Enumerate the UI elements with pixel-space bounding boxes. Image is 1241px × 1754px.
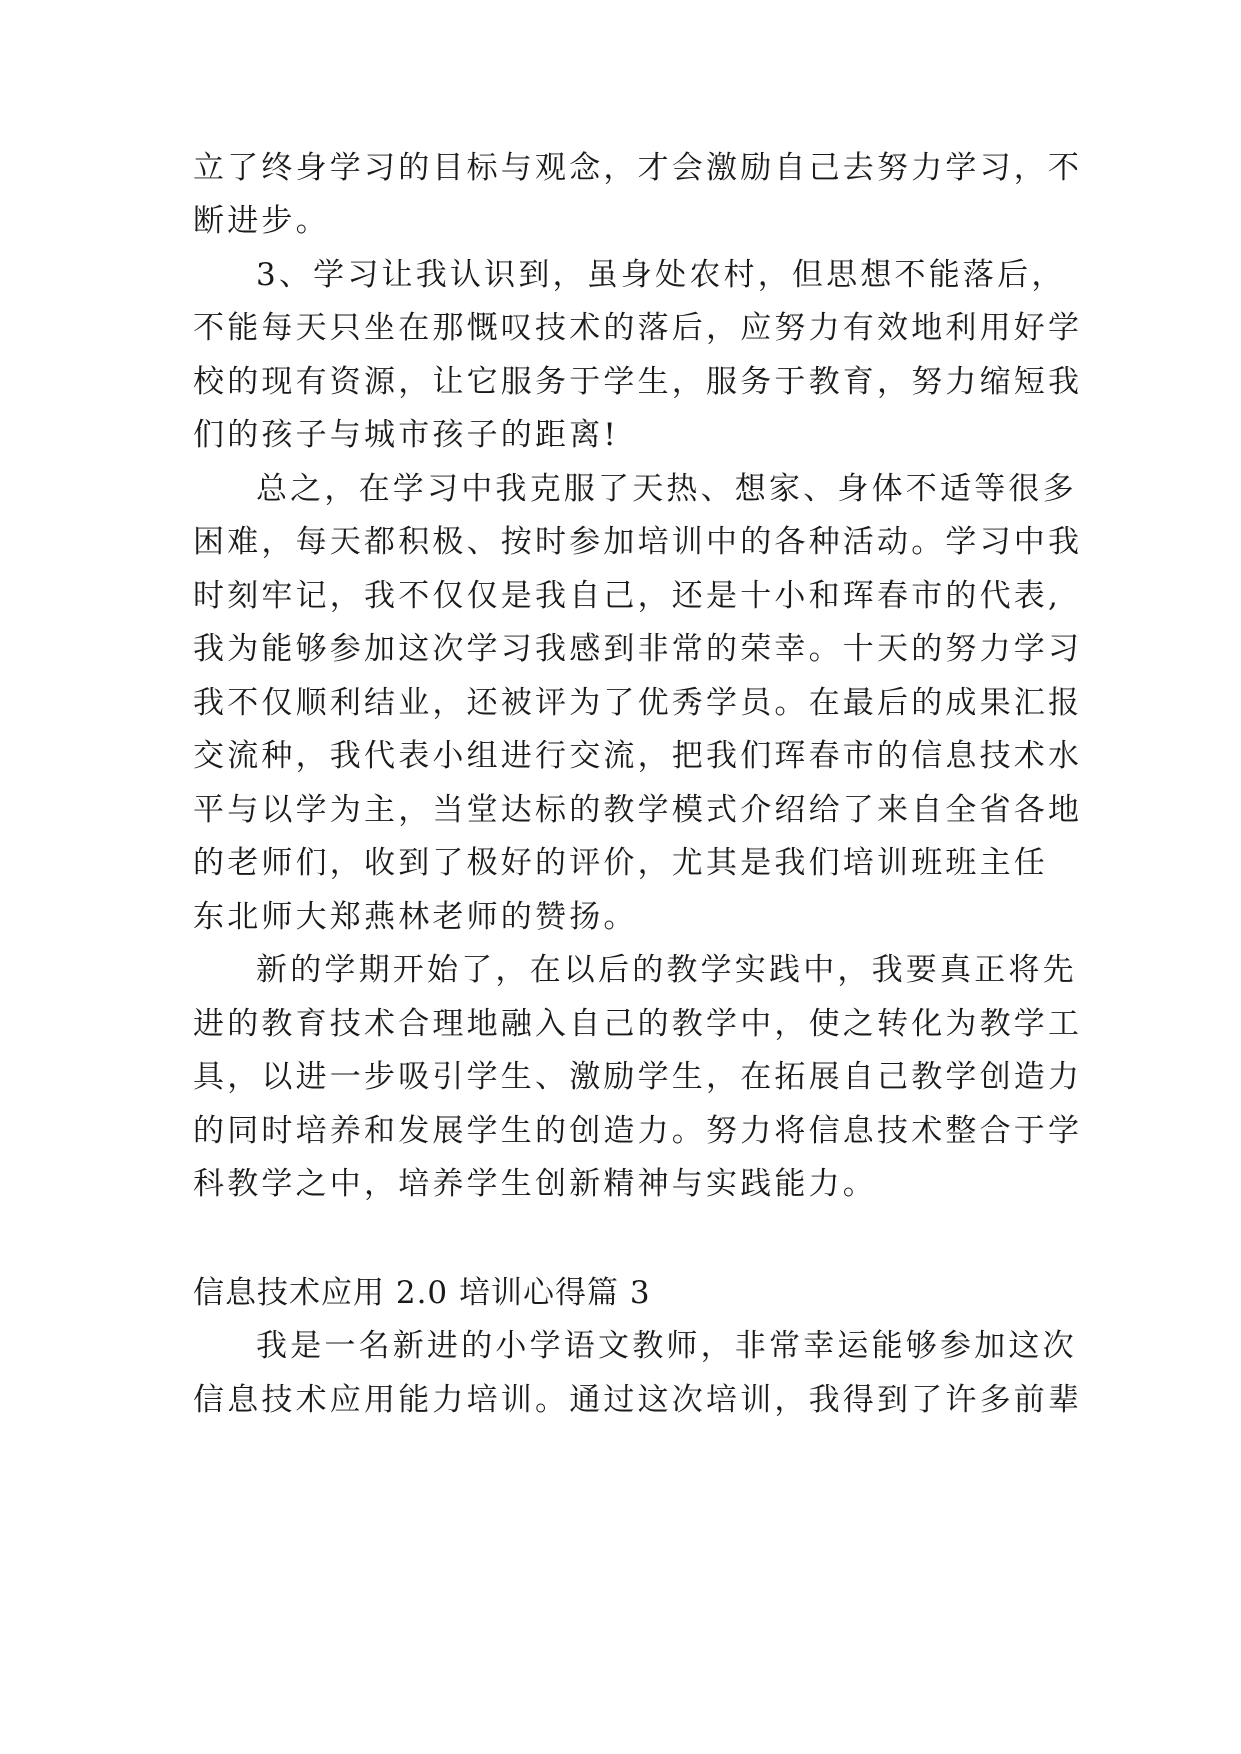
paragraph-line: 的老师们，收到了极好的评价，尤其是我们培训班班主任	[193, 845, 1048, 881]
paragraph-line: 们的孩子与城市孩子的距离!	[193, 417, 620, 453]
paragraph-line: 总之，在学习中我克服了天热、想家、身体不适等很多	[256, 471, 1077, 507]
paragraph-line: 东北师大郑燕林老师的赞扬。	[193, 899, 638, 935]
paragraph-line: 进的教育技术合理地融入自己的教学中，使之转化为教学工	[193, 1006, 1083, 1042]
paragraph-line: 科教学之中，培养学生创新精神与实践能力。	[193, 1166, 877, 1202]
paragraph-line: 困难，每天都积极、按时参加培训中的各种活动。学习中我	[193, 524, 1083, 560]
paragraph-line: 断进步。	[193, 203, 330, 239]
paragraph-line: 时刻牢记，我不仅仅是我自己，还是十小和珲春市的代表,	[193, 578, 1062, 614]
section-heading: 信息技术应用 2.0 培训心得篇 3	[193, 1275, 651, 1311]
paragraph-line: 的同时培养和发展学生的创造力。努力将信息技术整合于学	[193, 1113, 1083, 1149]
paragraph-line: 新的学期开始了，在以后的教学实践中，我要真正将先	[256, 952, 1077, 988]
paragraph-line: 我是一名新进的小学语文教师，非常幸运能够参加这次	[256, 1328, 1077, 1364]
paragraph-line: 校的现有资源，让它服务于学生，服务于教育，努力缩短我	[193, 364, 1083, 400]
paragraph-line: 立了终身学习的目标与观念，才会激励自己去努力学习，不	[193, 150, 1083, 186]
paragraph-line: 3、学习让我认识到，虽身处农村，但思想不能落后，	[256, 257, 1066, 293]
paragraph-line: 信息技术应用能力培训。通过这次培训，我得到了许多前辈	[193, 1382, 1083, 1418]
paragraph-line: 我不仅顺利结业，还被评为了优秀学员。在最后的成果汇报	[193, 685, 1083, 721]
paragraph-line: 交流种，我代表小组进行交流，把我们珲春市的信息技术水	[193, 738, 1083, 774]
paragraph-line: 我为能够参加这次学习我感到非常的荣幸。十天的努力学习	[193, 631, 1083, 667]
paragraph-line: 不能每天只坐在那慨叹技术的落后，应努力有效地利用好学	[193, 310, 1083, 346]
paragraph-line: 具，以进一步吸引学生、激励学生，在拓展自己教学创造力	[193, 1059, 1083, 1095]
paragraph-line: 平与以学为主，当堂达标的教学模式介绍给了来自全省各地	[193, 792, 1083, 828]
